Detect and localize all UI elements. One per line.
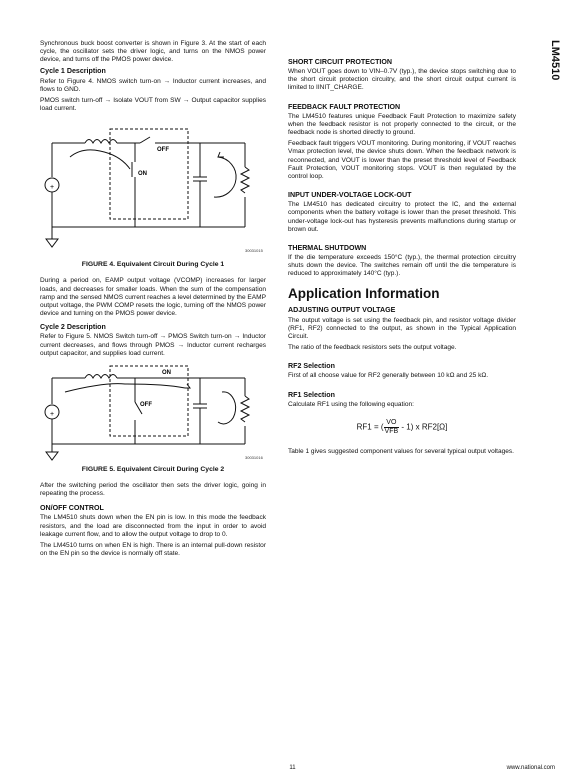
- footer-website: www.national.com: [506, 765, 555, 771]
- tsd-paragraph: If the die temperature exceeds 150°C (typ.), the thermal protection circuitry shuts down the device. The switches remain off until the die temperature is reduced to approximately 140°C (typ.).: [288, 253, 516, 278]
- cycle1-paragraph-2: PMOS switch turn-off → Isolate VOUT from SW → Output capacitor supplies load current.: [40, 96, 266, 113]
- cycle1-paragraph-1: Refer to Figure 4. NMOS switch turn-on → Inductor current increases, and flows to GND.: [40, 77, 266, 93]
- onoff-paragraph-2: The LM4510 turns on when EN is high. There is an internal pull-down resistor on the EN pin so the device is normally off state.: [40, 541, 266, 558]
- equation-lhs: RF1 = (: [356, 422, 384, 432]
- application-information-heading: Application Information: [288, 286, 440, 302]
- aov-paragraph-2: The ratio of the feedback resistors sets the output voltage.: [288, 344, 457, 352]
- equation-fraction: [384, 419, 400, 436]
- figure-4-circuit: [40, 117, 266, 257]
- rf1-heading: RF1 Selection: [288, 390, 335, 399]
- part-number-label: LM4510: [549, 40, 561, 81]
- figure-4-caption: FIGURE 4. Equivalent Circuit During Cycle 1: [81, 261, 225, 269]
- rf1-equation: [288, 419, 516, 436]
- intro-paragraph: Synchronous buck boost converter is shown in Figure 3. At the start of each cycle, the oscillator sets the driver logic, and turns on the NMOS power device, and turns off the PMOS power device.: [40, 40, 266, 64]
- sidebar-part-number: [547, 40, 565, 100]
- cycle2-heading: Cycle 2 Description: [40, 323, 106, 332]
- tsd-heading: THERMAL SHUTDOWN: [288, 243, 367, 252]
- figure-4: [40, 117, 266, 257]
- fig4-on-label: ON: [138, 171, 147, 178]
- table-note-paragraph: Table 1 gives suggested component values for several typical output voltages.: [288, 447, 515, 455]
- ffp-paragraph-1: The LM4510 features unique Feedback Fault Protection to maximize safety when the feedback resistor is not properly connected to the circuit, or the feedback node is shorted directly to ground.: [288, 112, 516, 137]
- fig5-source-plus: +: [49, 410, 55, 418]
- left-column: [40, 40, 266, 561]
- cycle2-paragraph-1: Refer to Figure 5. NMOS Switch turn-off → PMOS Switch turn-on → Inductor current decreases, and flows through PMOS → Inductor current recharges output capacitor, and supplies load current.: [40, 333, 266, 357]
- scp-heading: SHORT CIRCUIT PROTECTION: [288, 58, 393, 66]
- page-number: 11: [289, 765, 296, 771]
- fig5-on-label: ON: [162, 369, 171, 376]
- fig4-off-label: OFF: [157, 147, 169, 154]
- aov-paragraph-1: The output voltage is set using the feedback pin, and resistor voltage divider (RF1, RF2) connected to the output, as shown in the Typical Application Circuit.: [288, 316, 516, 340]
- equation-numerator: VO: [384, 419, 400, 428]
- ffp-heading: FEEDBACK FAULT PROTECTION: [288, 102, 401, 111]
- fig4-docid: 30031015: [245, 248, 263, 254]
- equation-denominator: VFB: [384, 427, 399, 435]
- rf1-paragraph: Calculate RF1 using the following equation:: [288, 400, 414, 408]
- onoff-heading: ON/OFF CONTROL: [40, 504, 104, 513]
- uvlo-heading: INPUT UNDER-VOLTAGE LOCK-OUT: [288, 191, 412, 200]
- rf2-heading: RF2 Selection: [288, 362, 335, 371]
- fig5-off-label: OFF: [140, 401, 152, 408]
- onoff-paragraph-1: The LM4510 shuts down when the EN pin is low. In this mode the feedback resistors, and the load are disconnected from the input in order to avoid leakage current flow, and to allow the output voltage to drop to 0.: [40, 514, 266, 538]
- cycle1-heading: Cycle 1 Description: [40, 67, 106, 76]
- figure-5-circuit: [40, 362, 266, 462]
- right-column: [288, 40, 516, 459]
- fig4-source-plus: +: [49, 184, 55, 192]
- ffp-paragraph-2: Feedback fault triggers VOUT monitoring. During monitoring, if VOUT reaches Vmax protection level, the device shuts down. When the feedback network is reconnected, and VOUT is lower than the preset threshold level of Feedback Fault Protection, VOUT monitoring stops. VOUT is then regulated by the control loop.: [288, 140, 516, 180]
- figure-5: [40, 362, 266, 462]
- fig5-docid: 30031016: [245, 454, 263, 460]
- uvlo-paragraph: The LM4510 has dedicated circuitry to protect the IC, and the external components when the battery voltage is lower than the preset threshold. This under-voltage lock-out has hysteresis prevents malfunctions during startup or brown out.: [288, 201, 516, 233]
- cycle1-paragraph-3: During a period on, EAMP output voltage (VCOMP) increases for larger loads, and decreases for smaller loads. When the sum of the compensation ramp and the sensed NMOS current reaches a level determined by the EAMP output voltage, the PWM COMP resets the logic, turning off the NMOS power device and turning on the PMOS power device.: [40, 277, 266, 318]
- figure-5-caption: FIGURE 5. Equivalent Circuit During Cycle 2: [81, 465, 225, 473]
- scp-paragraph: When VOUT goes down to VIN–0.7V (typ.), the device stops switching due to the short circuit protection circuitry, and the short circuit output current is limited to IINIT_CHARGE.: [288, 68, 516, 92]
- aov-heading: ADJUSTING OUTPUT VOLTAGE: [288, 306, 396, 315]
- cycle2-paragraph-2: After the switching period the oscillator then sets the driver logic, going in repeating the process.: [40, 481, 266, 498]
- equation-rhs: - 1) x RF2[Ω]: [401, 422, 448, 432]
- rf2-paragraph: First of all choose value for RF2 generally between 10 kΩ and 25 kΩ.: [288, 372, 489, 380]
